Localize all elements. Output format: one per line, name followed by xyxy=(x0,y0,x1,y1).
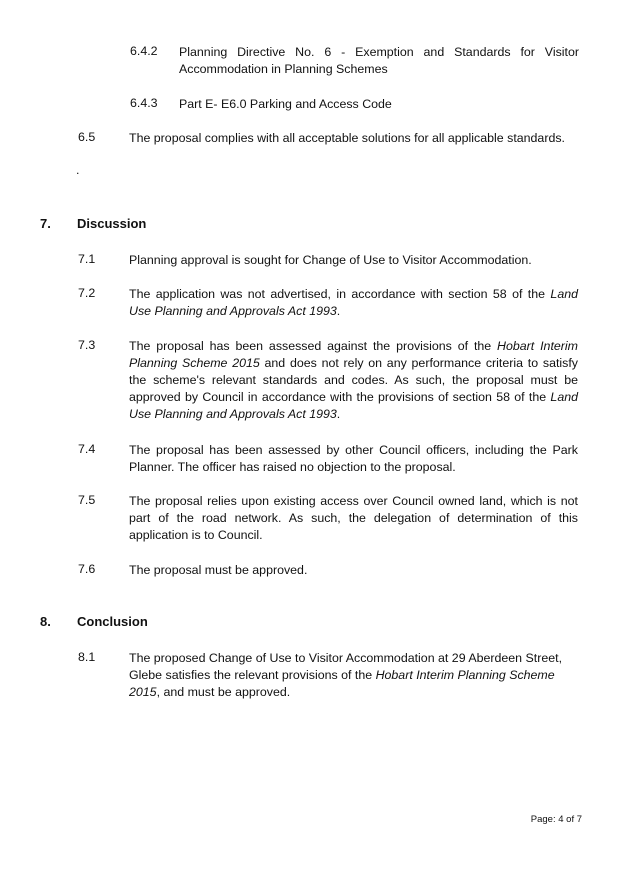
section-title-discussion: Discussion xyxy=(77,216,147,231)
item-text-6-4-2: Planning Directive No. 6 - Exemption and Standards for Visitor Accommodation in Planning Schemes xyxy=(179,45,579,76)
item-number-7-5: 7.5 xyxy=(78,493,96,507)
item-number-7-4: 7.4 xyxy=(78,442,96,456)
stray-mark: . xyxy=(76,163,80,177)
item-text-7-2: The application was not advertised, in accordance with section 58 of the Land Use Planning and Approvals Act 1993. xyxy=(129,287,578,318)
item-number-7-2: 7.2 xyxy=(78,286,96,300)
item-number-7-6: 7.6 xyxy=(78,562,96,576)
section-title-conclusion: Conclusion xyxy=(77,614,148,629)
item-number-6-5: 6.5 xyxy=(78,130,96,144)
item-text-7-4: The proposal has been assessed by other Council officers, including the Park Planner. The officer has raised no objection to the proposal. xyxy=(129,443,578,474)
section-number-discussion: 7. xyxy=(40,216,51,231)
section-number-conclusion: 8. xyxy=(40,614,51,629)
item-number-6-4-2: 6.4.2 xyxy=(130,44,158,58)
item-number-8-1: 8.1 xyxy=(78,650,96,664)
item-text-7-3: The proposal has been assessed against the provisions of the Hobart Interim Planning Scheme 2015 and does not rely on any performance criteria to satisfy the scheme's relevant standards and codes. As such, the proposal must be approved by Council in accordance with the provisions of section 58 of the Land Use Planning and Approvals Act 1993. xyxy=(129,339,578,421)
item-number-7-3: 7.3 xyxy=(78,338,96,352)
item-text-7-5: The proposal relies upon existing access over Council owned land, which is not part of the road network. As such, the delegation of determination of this application is to Council. xyxy=(129,494,578,542)
item-text-6-5: The proposal complies with all acceptable solutions for all applicable standards. xyxy=(129,131,565,145)
item-text-7-6: The proposal must be approved. xyxy=(129,563,308,577)
item-text-7-1: Planning approval is sought for Change of Use to Visitor Accommodation. xyxy=(129,253,532,267)
item-text-8-1: The proposed Change of Use to Visitor Accommodation at 29 Aberdeen Street, Glebe satisfies the relevant provisions of the Hobart Interim Planning Scheme 2015, and must be approved. xyxy=(129,651,563,699)
item-number-7-1: 7.1 xyxy=(78,252,96,266)
item-number-6-4-3: 6.4.3 xyxy=(130,96,158,110)
item-text-6-4-3: Part E- E6.0 Parking and Access Code xyxy=(179,97,392,111)
page-number: Page: 4 of 7 xyxy=(530,814,582,825)
